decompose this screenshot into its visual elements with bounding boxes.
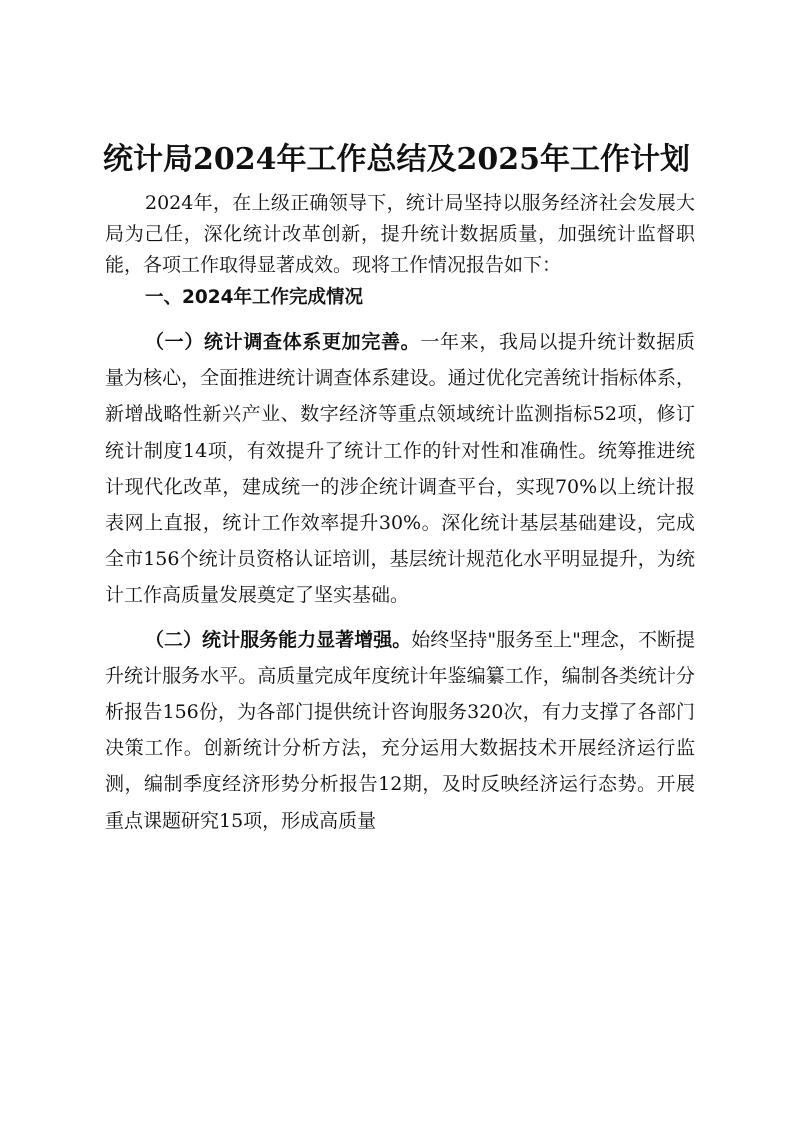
document-title: 统计局2024年工作总结及2025年工作计划 <box>103 142 690 177</box>
paragraph-item-1 <box>105 324 695 614</box>
item-2-lead: （二）统计服务能力显著增强。 <box>145 628 412 651</box>
section-heading-1: 一、2024年工作完成情况 <box>145 287 363 308</box>
item-1-lead: （一）统计调查体系更加完善。 <box>145 331 421 353</box>
item-2-text: 始终坚持"服务至上"理念，不断提升统计服务水平。高质量完成年度统计年鉴编纂工作，编制各类统计分析报告156份，为各部门提供统计咨询服务320次，有力支撑了各部门决策工作。创新统计分析方法，充分运用大数据技术开展经济运行监测，编制季度经济形势分析报告12期，及时反映经济运行态势。开展重点课题研究15项，形成高质量 <box>105 628 695 832</box>
intro-paragraph: 2024年，在上级正确领导下，统计局坚持以服务经济社会发展大局为己任，深化统计改革创新，提升统计数据质量，加强统计监督职能，各项工作取得显著成效。现将工作情况报告如下： <box>105 192 695 276</box>
paragraph-item-2 <box>105 622 695 839</box>
item-1-text: 一年来，我局以提升统计数据质量为核心，全面推进统计调查体系建设。通过优化完善统计指标体系，新增战略性新兴产业、数字经济等重点领域统计监测指标52项，修订统计制度14项，有效提升了统计工作的针对性和准确性。统筹推进统计现代化改革，建成统一的涉企统计调查平台，实现70%以上统计报表网上直报，统计工作效率提升30%。深化统计基层基础建设，完成全市156个统计员资格认证培训，基层统计规范化水平明显提升，为统计工作高质量发展奠定了坚实基础。 <box>105 331 695 607</box>
document-body <box>105 188 695 839</box>
